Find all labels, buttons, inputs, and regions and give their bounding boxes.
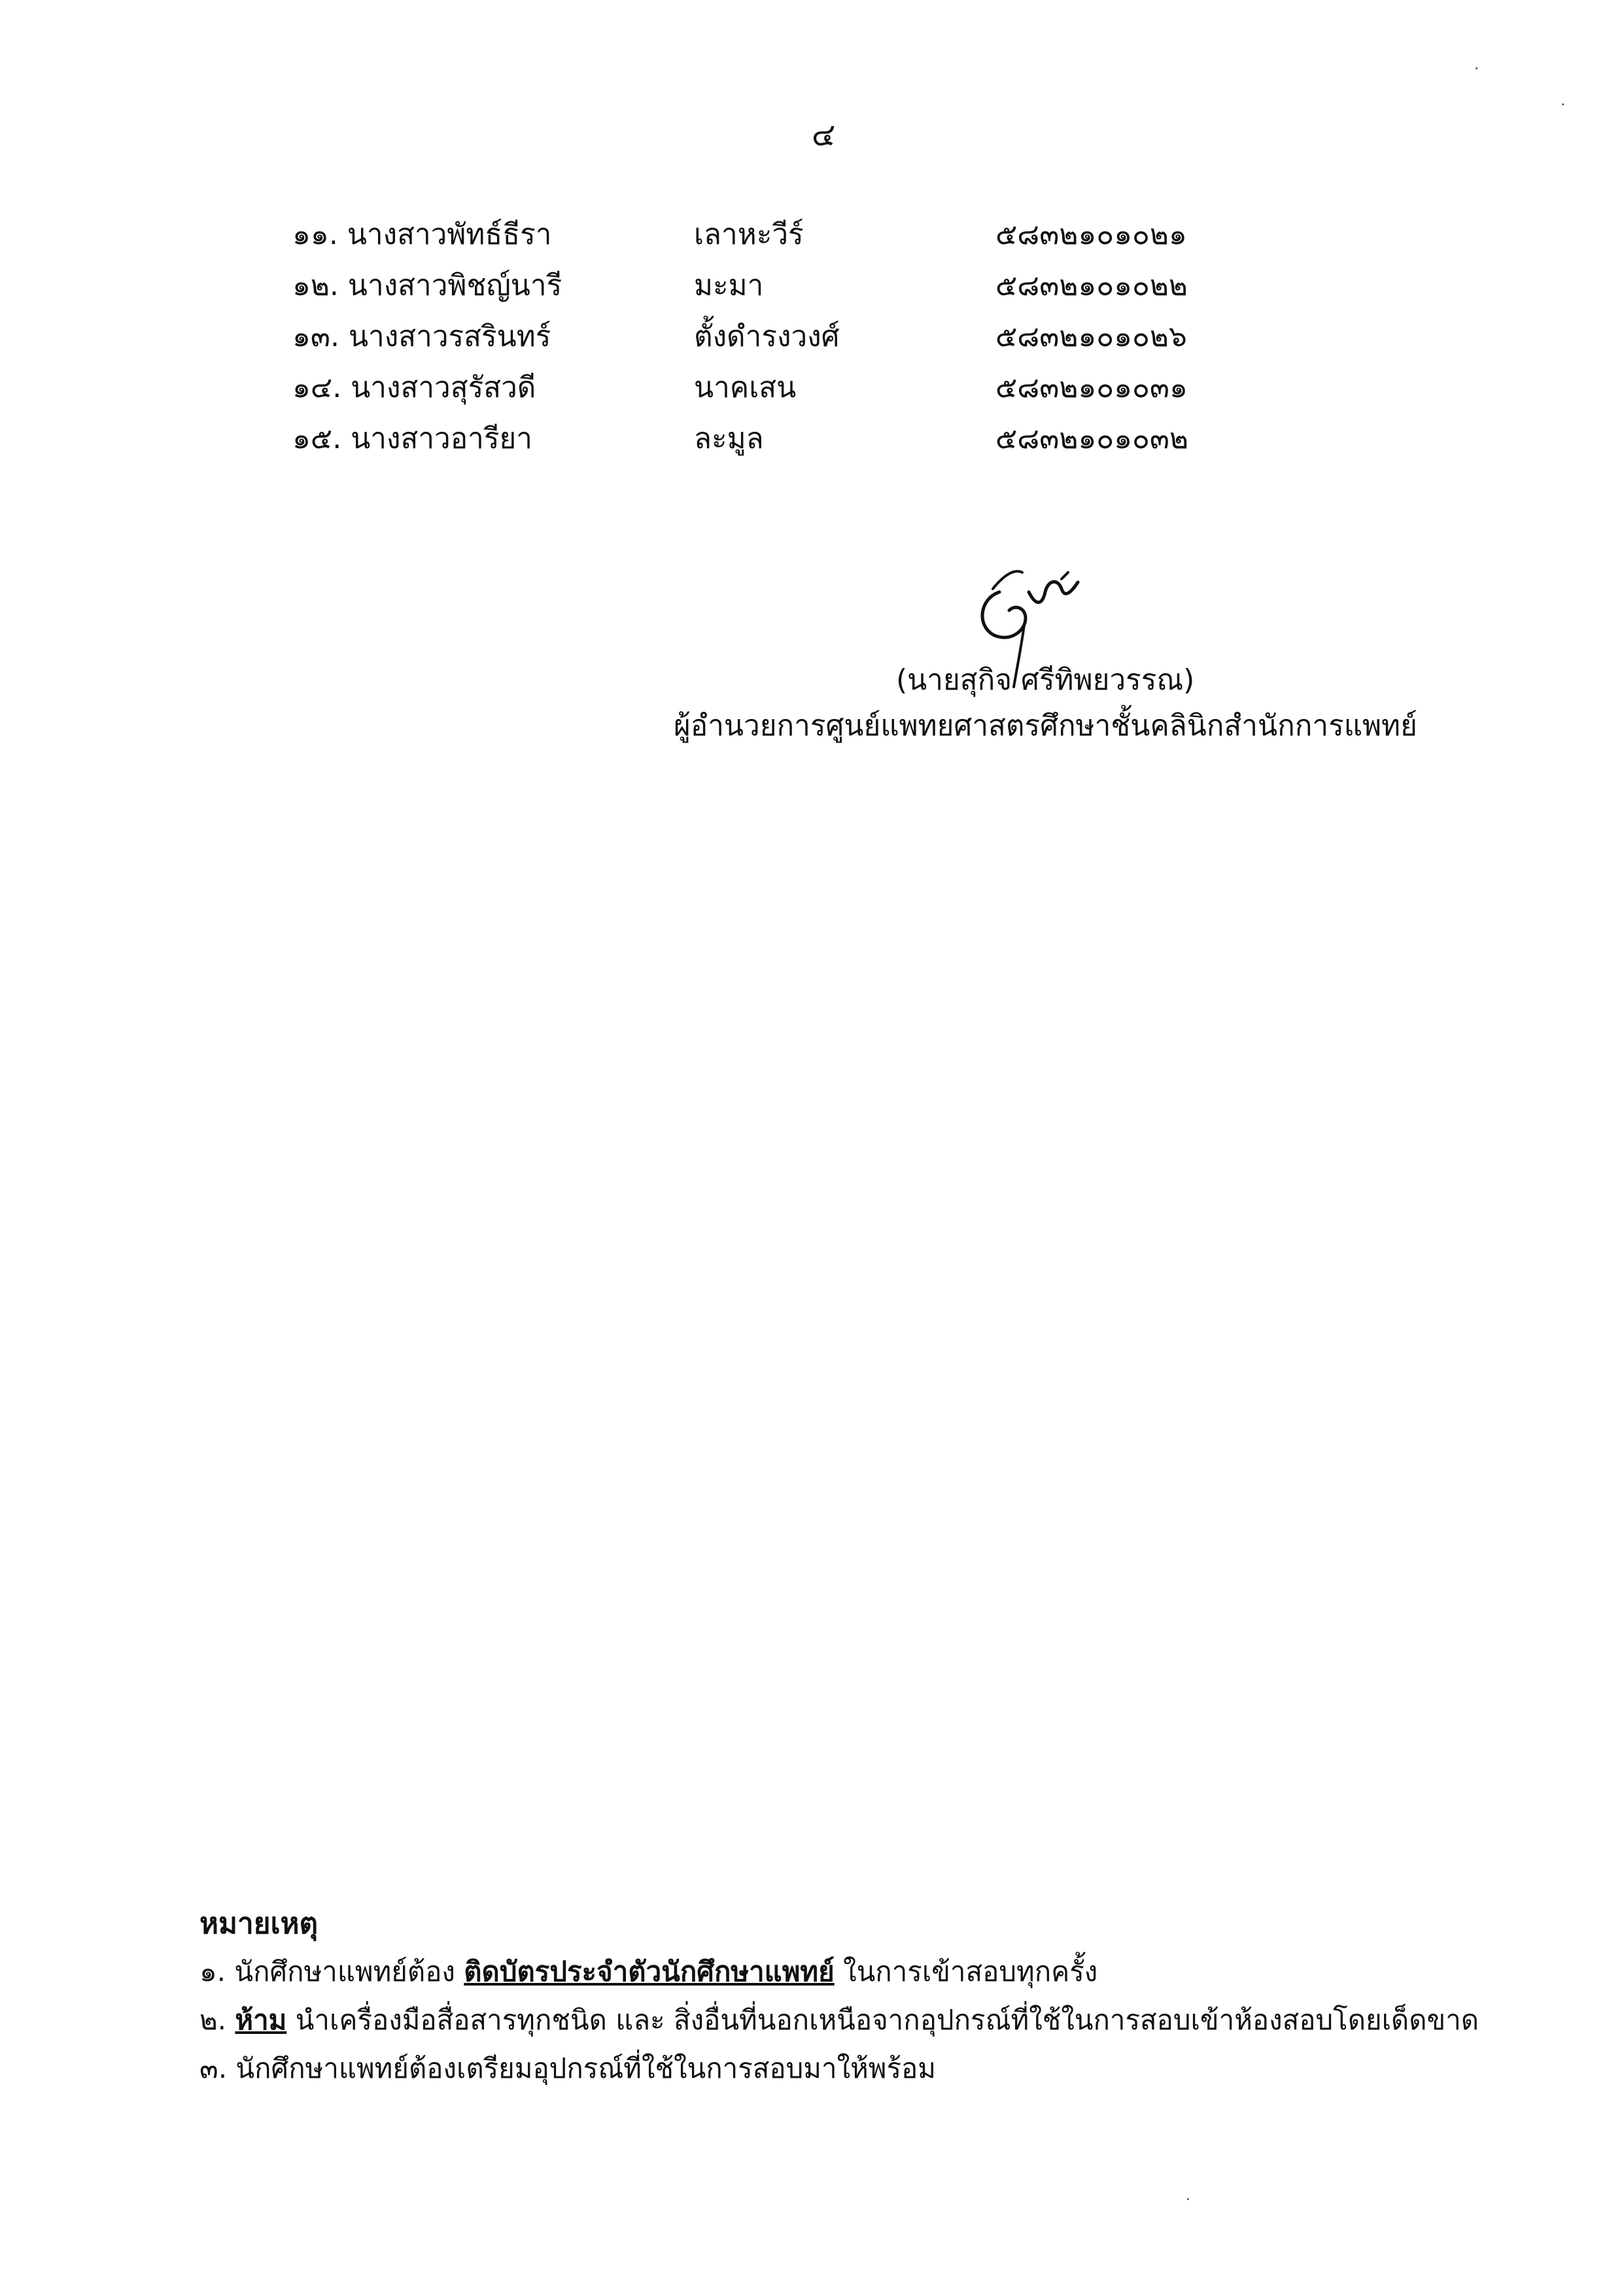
signer-name: (นายสุกิจ ศรีทิพยวรรณ) [896,663,1195,697]
student-name: ๑๕. นางสาวอารียา [292,422,532,455]
note-text: ๒. [199,2004,235,2036]
student-row [292,311,1273,362]
student-surname: ตั้งดำรงวงศ์ [694,320,840,353]
student-id: ๕๘๓๒๑๐๑๐๒๖ [995,320,1187,353]
scan-speck [1187,2198,1189,2200]
student-list [292,209,1273,464]
scan-speck [1476,67,1477,69]
notes-section [199,1900,1547,2093]
student-name: ๑๒. นางสาวพิชญ์นารี [292,269,562,302]
student-id: ๕๘๓๒๑๐๑๐๓๒ [995,422,1188,455]
student-name: ๑๑. นางสาวพัทธ์ธีรา [292,218,552,251]
note-emphasis: ติดบัตรประจำตัวนักศึกษาแพทย์ [464,1955,835,1987]
student-name: ๑๔. นางสาวสุรัสวดี [292,371,536,404]
note-text: นำเครื่องมือสื่อสารทุกชนิด และ สิ่งอื่นที่นอกเหนือจากอุปกรณ์ที่ใช้ในการสอบเข้าห้องสอบโดยเด็ดขาด [286,2004,1479,2036]
signer-position: ผู้อำนวยการศูนย์แพทยศาสตรศึกษาชั้นคลินิกสำนักการแพทย์ [674,709,1417,743]
student-surname: นาคเสน [694,371,797,404]
student-id: ๕๘๓๒๑๐๑๐๓๑ [995,371,1188,404]
note-item [199,2044,1547,2093]
note-text: ๓. นักศึกษาแพทย์ต้องเตรียมอุปกรณ์ที่ใช้ในการสอบมาให้พร้อม [199,2052,936,2084]
notes-heading: หมายเหตุ [199,1907,319,1940]
scan-speck [1562,103,1564,105]
page-number: ๔ [812,116,836,153]
student-id: ๕๘๓๒๑๐๑๐๒๒ [995,269,1188,302]
student-surname: เลาหะวีร์ [694,218,804,251]
note-text: ๑. นักศึกษาแพทย์ต้อง [199,1955,464,1987]
student-row [292,260,1273,311]
student-row [292,362,1273,413]
student-id: ๕๘๓๒๑๐๑๐๒๑ [995,218,1187,251]
note-emphasis: ห้าม [235,2004,287,2036]
student-row [292,209,1273,260]
student-surname: มะมา [694,269,764,302]
note-item [199,1948,1547,1996]
note-item [199,1996,1547,2044]
student-name: ๑๓. นางสาวรสรินทร์ [292,320,551,353]
student-row [292,413,1273,464]
note-text: ในการเข้าสอบทุกครั้ง [834,1955,1098,1987]
student-surname: ละมูล [694,422,764,455]
